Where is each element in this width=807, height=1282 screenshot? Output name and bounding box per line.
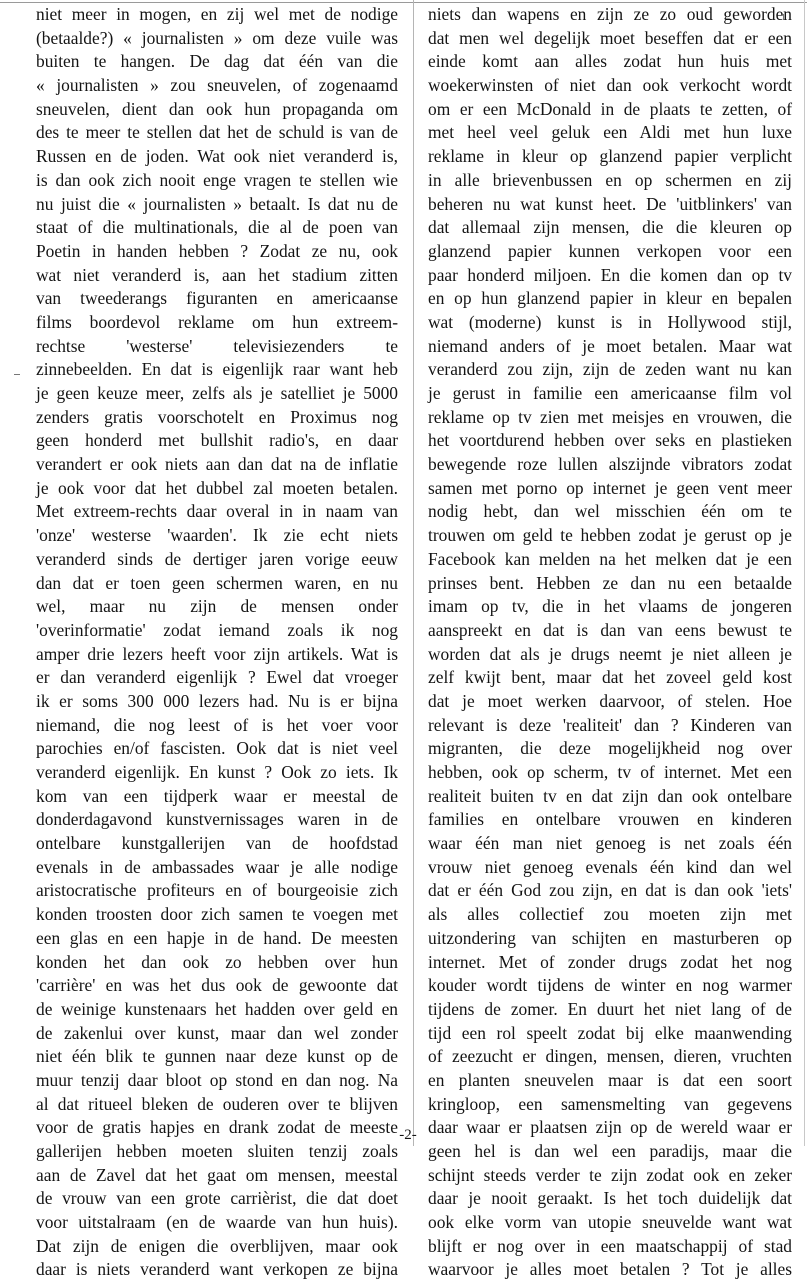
text-line: niets dan wapens en zijn ze zo oud geworden <box>428 4 792 24</box>
page-number: -2- <box>399 1127 417 1143</box>
text-line: kringloop, een samensmelting van gegevens <box>428 1093 792 1114</box>
text-line: amper drie lezers heeft voor zijn artikels. Wat is <box>36 643 398 664</box>
text-line: waarvoor je alles moet betalen ? Tot je alles <box>428 1259 792 1280</box>
text-line: aanspreekt en dat is dan van eens bewust te <box>428 619 792 640</box>
right-text-column <box>428 3 792 1282</box>
text-line: daar waar er plaatsen zijn op de wereld waar er <box>428 1117 792 1138</box>
text-line: reklame in kleur op glanzend papier verplicht <box>428 146 792 167</box>
text-line: dan dat er toen geen schermen waren, en nu <box>36 572 398 593</box>
left-text-column <box>36 3 398 1282</box>
text-line: is dan ook zich nooit enge vragen te stellen wie <box>36 169 398 190</box>
text-line: daar je nooit geraakt. Is het toch duidelijk dat <box>428 1188 792 1209</box>
text-line: staat of die multinationals, die al de poen van <box>36 217 398 238</box>
text-line: veranderd zou zijn, zijn de zeden want nu kan <box>428 359 792 380</box>
text-line: reklame op tv zien met meisjes en vrouwen, die <box>428 406 792 427</box>
text-line: in alle brievenbussen en op schermen en zij <box>428 169 792 190</box>
text-line: geen hel is dan wel een paradijs, maar die <box>428 1141 792 1161</box>
text-line: van tweederangs figuranten en americaanse <box>36 288 398 309</box>
text-line: de zakenlui over kunst, maar dan wel zonder <box>36 1022 398 1043</box>
text-line: dat men wel degelijk moet beseffen dat er een <box>428 27 792 48</box>
text-line: (betaalde?) « journalisten » om deze vuile was <box>36 27 398 48</box>
text-line: Russen en de joden. Wat ook niet veranderd is, <box>36 146 398 167</box>
text-line: voor uitstalraam (en de waarde van hun huis). <box>36 1212 398 1233</box>
text-line: de weinige kunstenaars het hadden over geld en <box>36 998 398 1019</box>
text-line: je ook voor dat het dubbel zal moeten betalen. <box>36 477 398 498</box>
text-line: ontelbare kunstgallerijen van de hoofdstad <box>36 833 398 854</box>
text-line: uitzondering van schijten en masturberen op <box>428 927 792 948</box>
text-line: donderdagavond kunstvernissages waren in de <box>36 809 398 830</box>
text-line: tijd een rol speelt zodat bij elke maanwending <box>428 1022 792 1043</box>
text-line: dat allemaal zijn mensen, die die kleuren op <box>428 217 792 238</box>
text-line: samen met porno op internet je geen vent meer <box>428 477 792 498</box>
text-line: hebben, ook op scherm, tv of internet. Met een <box>428 762 792 782</box>
text-line: imam op tv, die in het vlaams de jongeren <box>428 596 792 617</box>
column-divider <box>413 0 414 1146</box>
text-line: kom van een tijdperk waar er meestal de <box>36 785 398 806</box>
text-line: Poetin in handen hebben ? Zodat ze nu, ook <box>36 240 398 261</box>
text-line: buiten te hangen. De dag dat één van die <box>36 51 398 72</box>
text-line: geen honderd met bullshit radio's, en daar <box>36 430 398 451</box>
text-line: niet één blik te gunnen naar deze kunst op de <box>36 1046 398 1067</box>
text-line: nodig hebt, dan wel misschien één om te <box>428 501 792 522</box>
text-line: veranderd sinds de dertiger jaren vorige eeuw <box>36 548 398 569</box>
text-line: ook elke vorm van utopie sneuvelde want wat <box>428 1212 792 1233</box>
text-line: of zeezucht er dingen, mensen, dieren, vruchten <box>428 1046 792 1067</box>
text-line: parochies en/of fascisten. Ook dat is niet veel <box>36 738 398 759</box>
text-line: relevant is deze 'realiteit' dan ? Kinderen van <box>428 714 792 735</box>
text-line: woekerwinsten of niet dan ook verkocht wordt <box>428 75 792 96</box>
text-line: glanzend papier kunnen verkopen voor een <box>428 240 792 261</box>
text-line: films boordevol reklame om hun extreem- <box>36 311 398 332</box>
text-line: muur tenzij daar bloot op stond en dan nog. Na <box>36 1069 398 1090</box>
text-line: er dan veranderd eigenlijk ? Ewel dat vroeger <box>36 667 398 688</box>
text-line: Dat zijn de enigen die overblijven, maar ook <box>36 1235 398 1256</box>
text-line: sneuvelen, dient dan ook hun propaganda om <box>36 98 398 119</box>
text-line: niemand, die nog leest of is het voer voor <box>36 714 398 735</box>
text-line: daar is niets veranderd want verkopen ze bijna <box>36 1259 398 1280</box>
text-line: « journalisten » zou sneuvelen, of zogenaamd <box>36 75 398 96</box>
text-line: schijnt steeds verder te zijn zodat ook en zeker <box>428 1164 792 1185</box>
text-line: veranderd eigenlijk. En kunst ? Ook zo iets. Ik <box>36 762 398 782</box>
text-line: 'onze' westerse 'waarden'. Ik zie echt niets <box>36 525 398 546</box>
text-line: einde komt aan alles zodat hun huis met <box>428 51 792 72</box>
text-line: kouder wordt tijdens de winter en nog warmer <box>428 975 792 996</box>
text-line: gallerijen hebben moeten sluiten tenzij zoals <box>36 1141 398 1161</box>
text-line: het voortdurend hebben over seks en plastieken <box>428 430 792 451</box>
text-line: des te meer te stellen dat het de schuld is van de <box>36 122 398 143</box>
text-line: al dat ritueel bleken de ouderen over te blijven <box>36 1093 398 1114</box>
text-line: zenders gratis voorschotelt en Proximus nog <box>36 406 398 427</box>
text-line: wat niet veranderd is, aan het stadium zitten <box>36 264 398 285</box>
text-line: blijft er nog over in een maatschappij of stad <box>428 1235 792 1256</box>
text-line: vrouw niet genoeg evenals één kind dan wel <box>428 856 792 877</box>
text-line: om er een McDonald in de plaats te zetten, of <box>428 98 792 119</box>
text-line: rechtse 'westerse' televisiezenders te <box>36 335 398 356</box>
text-line: 'overinformatie' zodat iemand zoals ik nog <box>36 619 398 640</box>
text-line: realiteit buiten tv en dat zijn dan ook ontelbare <box>428 785 792 806</box>
text-line: 'carrière' en was het dus ook de gewoonte dat <box>36 975 398 996</box>
right-border-line <box>804 0 805 1146</box>
text-line: dat er één God zou zijn, en dat is dan ook 'iets' <box>428 880 792 901</box>
text-line: aristocratische profiteurs en of bourgeoisie zich <box>36 880 398 901</box>
text-line: bewegende roze lullen alszijnde vibrators zodat <box>428 454 792 475</box>
text-line: de vrouw van een grote carrièrist, die dat doet <box>36 1188 398 1209</box>
text-line: wel, maar nu zijn de mensen onder <box>36 596 398 617</box>
text-line: paar honderd miljoen. En die komen dan op tv <box>428 264 792 285</box>
text-line: zelf kwijt bent, maar dat het zoveel geld kost <box>428 667 792 688</box>
text-line: met heel veel geluk een Aldi met hun luxe <box>428 122 792 143</box>
text-line: en op hun glanzend papier in kleur en bepalen <box>428 288 792 309</box>
text-line: een glas en een hapje in de hand. De meesten <box>36 927 398 948</box>
scan-mark <box>14 374 20 375</box>
text-line: internet. Met of zonder drugs zodat het nog <box>428 951 792 972</box>
text-line: dat je moet werken daarvoor, of stelen. Hoe <box>428 690 792 711</box>
text-line: trouwen om geld te hebben zodat je gerust op je <box>428 525 792 546</box>
text-line: konden troosten door zich samen te voegen met <box>36 904 398 925</box>
text-line: je geen keuze meer, zelfs als je satelliet je 5000 <box>36 383 398 403</box>
text-line: je gerust in familie een americaanse film vol <box>428 383 792 403</box>
text-line: tijdens de zomer. En duurt het niet lang of de <box>428 998 792 1019</box>
text-line: niemand anders of je moet betalen. Maar wat <box>428 335 792 356</box>
text-line: nu juist die « journalisten » betaalt. Is dat nu de <box>36 193 398 214</box>
text-line: ik er soms 300 000 lezers had. Nu is er bijna <box>36 690 398 711</box>
text-line: prinses bent. Hebben ze dan nu een betaalde <box>428 572 792 593</box>
text-line: en planten sneuvelen maar is dat een soort <box>428 1069 792 1090</box>
text-line: konden het dan ook zo hebben over hun <box>36 951 398 972</box>
text-line: als alles collectief zou moeten zijn met <box>428 904 792 925</box>
text-line: Met extreem-rechts daar overal in in naam van <box>36 501 398 522</box>
text-line: waar één man niet genoeg is net zoals één <box>428 833 792 854</box>
text-line: verandert er ook niets aan dan dat na de inflatie <box>36 454 398 475</box>
text-line: migranten, die deze mogelijkheid nog over <box>428 738 792 759</box>
text-line: beheren nu wat kunst heet. De 'uitblinkers' van <box>428 193 792 214</box>
text-line: voor de gratis hapjes en drank zodat de meeste <box>36 1117 398 1138</box>
text-line: wat (moderne) kunst is in Hollywood stijl, <box>428 311 792 332</box>
text-line: aan de Zavel dat het gaat om mensen, meestal <box>36 1164 398 1185</box>
text-line: niet meer in mogen, en zij wel met de nodige <box>36 4 398 24</box>
text-line: zinnebeelden. En dat is eigenlijk raar want heb <box>36 359 398 380</box>
text-line: evenals in de ambassades waar je alle nodige <box>36 856 398 877</box>
text-line: families en ontelbare vrouwen en kinderen <box>428 809 792 830</box>
text-line: worden dat als je drugs neemt je niet alleen je <box>428 643 792 664</box>
text-line: Facebook kan melden na het melken dat je een <box>428 548 792 569</box>
